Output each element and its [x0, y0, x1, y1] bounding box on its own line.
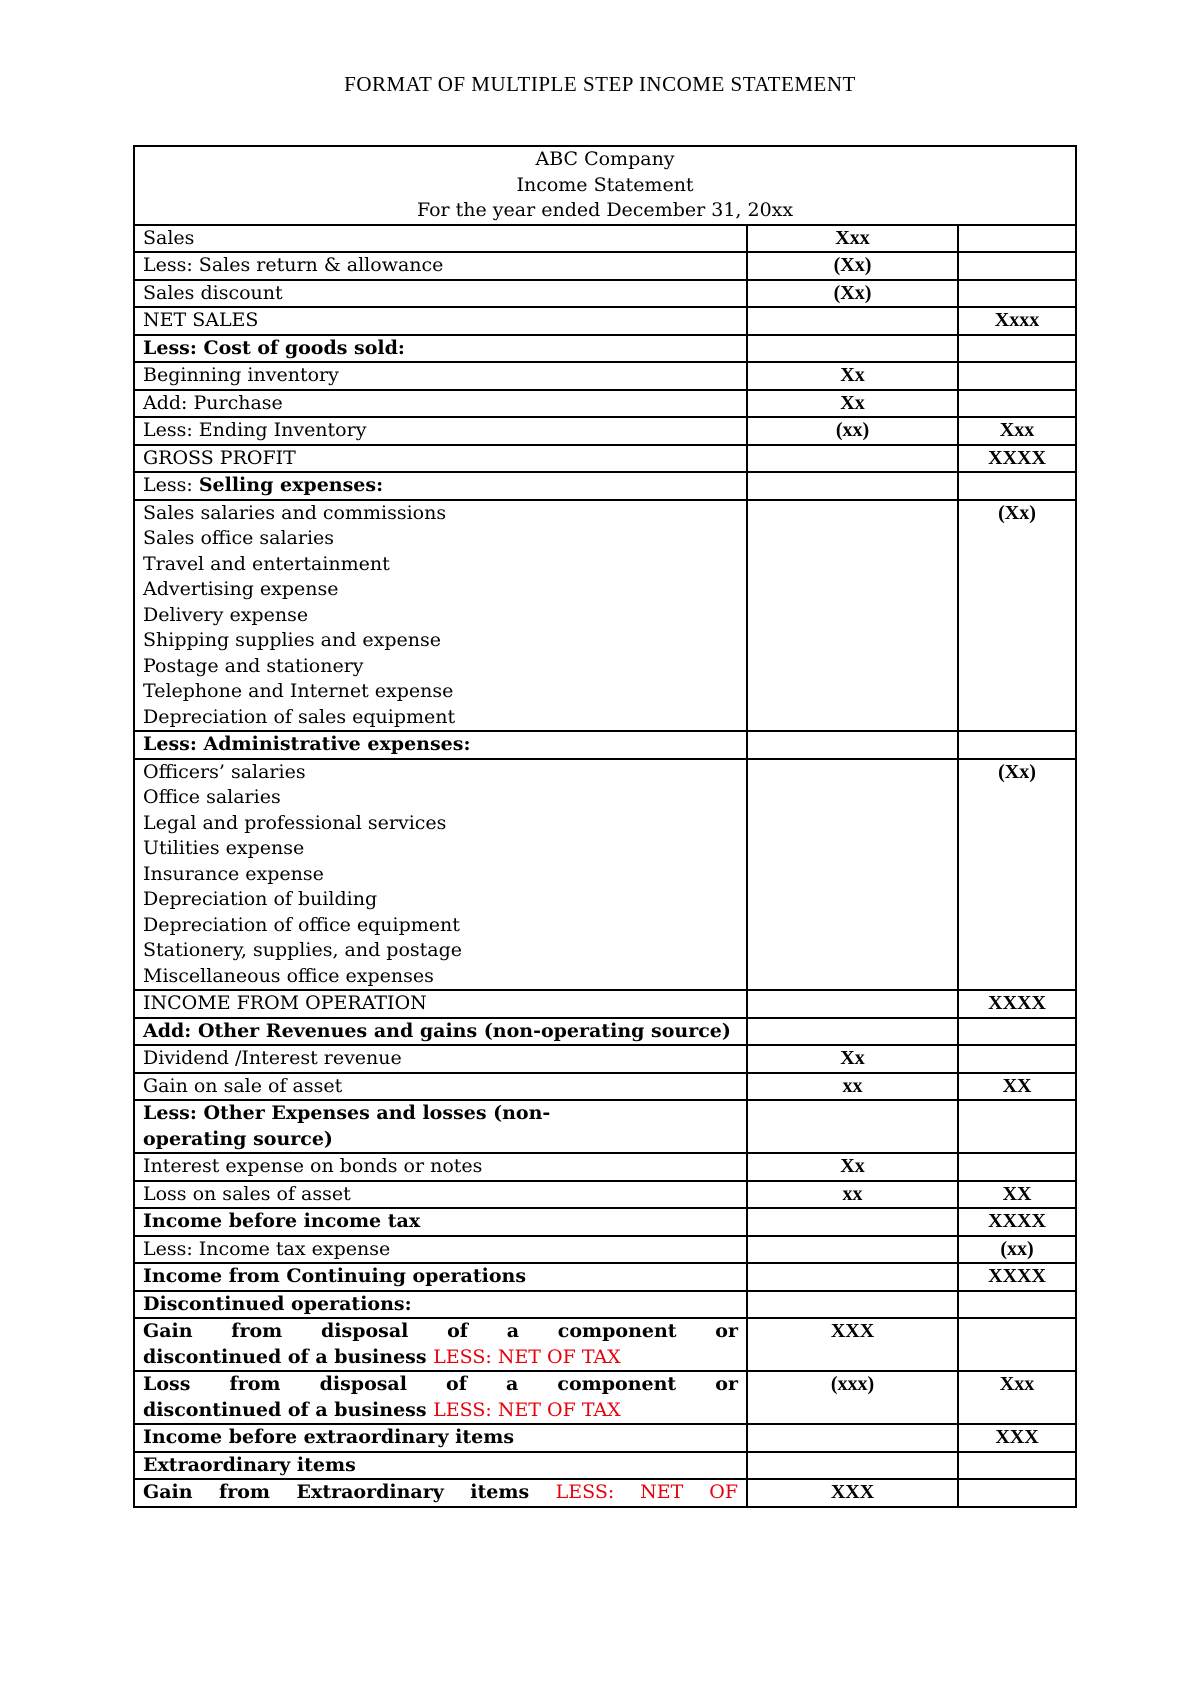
- row-label: Sales: [134, 225, 747, 253]
- table-row: [134, 990, 1076, 1018]
- heading-text: Selling expenses:: [198, 474, 384, 496]
- table-row: [134, 1208, 1076, 1236]
- statement-header: [134, 146, 1076, 225]
- section-heading: [134, 472, 747, 500]
- heading-prefix: Less:: [143, 474, 199, 496]
- list-item: Postage and stationery: [143, 654, 364, 677]
- list-item: Officers’ salaries: [143, 760, 306, 783]
- row-amount-col1: [747, 1100, 958, 1153]
- row-amount-col2: XXXX: [958, 445, 1076, 473]
- row-label: Income before income tax: [134, 1208, 747, 1236]
- section-heading: Less: Cost of goods sold:: [134, 335, 747, 363]
- row-amount-col2: [958, 362, 1076, 390]
- page-title: FORMAT OF MULTIPLE STEP INCOME STATEMENT: [344, 72, 856, 96]
- list-item: Legal and professional services: [143, 811, 447, 834]
- section-heading: Less: Administrative expenses:: [134, 731, 747, 759]
- table-row: [134, 731, 1076, 759]
- list-item: Sales office salaries: [143, 527, 335, 549]
- list-item: Insurance expense: [143, 862, 324, 885]
- net-of-tax-note: LESS: NET OF TAX: [433, 1398, 621, 1421]
- row-amount-col2: XXXX: [958, 1263, 1076, 1291]
- table-row: [134, 1291, 1076, 1319]
- row-amount-col2: [958, 1018, 1076, 1046]
- row-amount-col1: [747, 472, 958, 500]
- row-label: [134, 1371, 747, 1424]
- row-amount-col1: Xxx: [747, 225, 958, 253]
- income-statement-table: [133, 145, 1077, 1508]
- table-row: [134, 1424, 1076, 1452]
- list-item: Advertising expense: [143, 578, 339, 600]
- list-item: Shipping supplies and expense: [143, 629, 442, 651]
- table-row: [134, 1452, 1076, 1480]
- row-amount-col1: Xx: [747, 362, 958, 390]
- row-amount-col2: [958, 390, 1076, 418]
- section-heading: Extraordinary items: [134, 1452, 747, 1480]
- row-label: [134, 1318, 747, 1371]
- row-label: Beginning inventory: [134, 362, 747, 390]
- row-amount-col2: [958, 472, 1076, 500]
- row-amount-col2: [958, 731, 1076, 759]
- row-amount-col1: [747, 1018, 958, 1046]
- table-row: [134, 335, 1076, 363]
- row-amount-col1: [747, 1452, 958, 1480]
- row-amount-col2: Xxx: [958, 1371, 1076, 1424]
- net-of-tax-note: LESS: NET OF: [555, 1481, 738, 1503]
- row-amount-col2: [958, 1452, 1076, 1480]
- row-amount-col1: [747, 307, 958, 335]
- list-item: Sales salaries and commissions: [143, 501, 447, 524]
- table-row: [134, 1073, 1076, 1101]
- row-label: Income from Continuing operations: [134, 1263, 747, 1291]
- table-row: [134, 759, 1076, 991]
- row-amount-col1: (Xx): [747, 252, 958, 280]
- row-amount-col2: [958, 252, 1076, 280]
- table-row: [134, 1045, 1076, 1073]
- row-amount-col2: [958, 1479, 1076, 1507]
- row-amount-col2: (Xx): [958, 759, 1076, 991]
- row-amount-col2: [958, 1045, 1076, 1073]
- row-label: Interest expense on bonds or notes: [134, 1153, 747, 1181]
- row-label: INCOME FROM OPERATION: [134, 990, 747, 1018]
- table-row: [134, 1100, 1076, 1153]
- list-item: Travel and entertainment: [143, 552, 390, 575]
- table-row: [134, 280, 1076, 308]
- list-item: Delivery expense: [143, 603, 309, 626]
- table-row: [134, 1018, 1076, 1046]
- row-amount-col2: [958, 1291, 1076, 1319]
- row-amount-col1: [747, 990, 958, 1018]
- row-label: Income before extraordinary items: [134, 1424, 747, 1452]
- net-of-tax-note: LESS: NET OF TAX: [433, 1345, 621, 1368]
- table-row: [134, 1153, 1076, 1181]
- row-amount-col1: [747, 759, 958, 991]
- table-row: [134, 445, 1076, 473]
- row-amount-col1: [747, 1236, 958, 1264]
- row-amount-col1: [747, 1291, 958, 1319]
- row-amount-col1: Xx: [747, 390, 958, 418]
- row-amount-col1: [747, 1263, 958, 1291]
- table-row: [134, 1236, 1076, 1264]
- heading-line: Less: Other Expenses and losses (non-: [143, 1102, 551, 1124]
- statement-name: Income Statement: [516, 173, 694, 196]
- row-amount-col1: [747, 335, 958, 363]
- row-amount-col2: [958, 225, 1076, 253]
- table-row: [134, 1371, 1076, 1424]
- table-row: [134, 1181, 1076, 1209]
- row-amount-col2: XX: [958, 1181, 1076, 1209]
- row-label: NET SALES: [134, 307, 747, 335]
- row-amount-col2: [958, 1100, 1076, 1153]
- table-row: [134, 1263, 1076, 1291]
- row-label: Gain on sale of asset: [134, 1073, 747, 1101]
- row-label: GROSS PROFIT: [134, 445, 747, 473]
- row-label: [134, 1479, 747, 1507]
- section-heading: Discontinued operations:: [134, 1291, 747, 1319]
- selling-expense-list: [134, 500, 747, 732]
- table-row: [134, 1318, 1076, 1371]
- row-amount-col2: [958, 335, 1076, 363]
- table-row: [134, 472, 1076, 500]
- table-row: [134, 362, 1076, 390]
- row-amount-col2: Xxx: [958, 417, 1076, 445]
- label-line: Loss from disposal of a component or: [143, 1373, 738, 1395]
- table-row: [134, 252, 1076, 280]
- row-label: Less: Ending Inventory: [134, 417, 747, 445]
- table-row: [134, 500, 1076, 732]
- label-text: Gain from Extraordinary items: [143, 1481, 530, 1503]
- table-row: [134, 225, 1076, 253]
- table-row: [134, 390, 1076, 418]
- table-row: [134, 417, 1076, 445]
- company-name: ABC Company: [535, 148, 675, 170]
- row-label: Add: Purchase: [134, 390, 747, 418]
- row-label: Less: Sales return & allowance: [134, 252, 747, 280]
- row-amount-col1: [747, 731, 958, 759]
- list-item: Depreciation of office equipment: [143, 913, 460, 936]
- heading-line: operating source): [143, 1127, 333, 1150]
- table-row: [134, 1479, 1076, 1507]
- statement-header-row: [134, 146, 1076, 225]
- row-label: Dividend /Interest revenue: [134, 1045, 747, 1073]
- row-amount-col2: [958, 280, 1076, 308]
- row-amount-col2: XXX: [958, 1424, 1076, 1452]
- row-label: Loss on sales of asset: [134, 1181, 747, 1209]
- row-amount-col1: xx: [747, 1073, 958, 1101]
- statement-period: For the year ended December 31, 20xx: [416, 199, 794, 221]
- row-amount-col1: (xxx): [747, 1371, 958, 1424]
- label-line: Gain from disposal of a component or: [143, 1320, 738, 1342]
- list-item: Telephone and Internet expense: [143, 680, 454, 702]
- row-amount-col2: [958, 1318, 1076, 1371]
- row-label: Sales discount: [134, 280, 747, 308]
- list-item: Depreciation of building: [143, 888, 378, 910]
- row-amount-col1: XXX: [747, 1318, 958, 1371]
- row-amount-col1: [747, 1208, 958, 1236]
- row-amount-col2: XX: [958, 1073, 1076, 1101]
- row-amount-col1: Xx: [747, 1045, 958, 1073]
- section-heading: [134, 1100, 747, 1153]
- row-amount-col2: [958, 1153, 1076, 1181]
- row-amount-col1: Xx: [747, 1153, 958, 1181]
- row-amount-col1: (Xx): [747, 280, 958, 308]
- list-item: Miscellaneous office expenses: [143, 964, 434, 987]
- list-item: Stationery, supplies, and postage: [143, 939, 463, 961]
- list-item: Depreciation of sales equipment: [143, 705, 456, 728]
- label-line: discontinued of a business: [143, 1398, 427, 1421]
- label-line: discontinued of a business: [143, 1345, 427, 1368]
- row-amount-col1: [747, 1424, 958, 1452]
- admin-expense-list: [134, 759, 747, 991]
- row-amount-col2: (Xx): [958, 500, 1076, 732]
- row-amount-col2: XXXX: [958, 1208, 1076, 1236]
- row-amount-col1: (xx): [747, 417, 958, 445]
- list-item: Office salaries: [143, 786, 281, 808]
- row-label: Less: Income tax expense: [134, 1236, 747, 1264]
- row-amount-col1: xx: [747, 1181, 958, 1209]
- row-amount-col2: Xxxx: [958, 307, 1076, 335]
- table-row: [134, 307, 1076, 335]
- row-amount-col1: [747, 445, 958, 473]
- list-item: Utilities expense: [143, 837, 305, 859]
- row-amount-col2: XXXX: [958, 990, 1076, 1018]
- row-amount-col2: (xx): [958, 1236, 1076, 1264]
- row-amount-col1: XXX: [747, 1479, 958, 1507]
- section-heading: Add: Other Revenues and gains (non-operating source): [134, 1018, 747, 1046]
- row-amount-col1: [747, 500, 958, 732]
